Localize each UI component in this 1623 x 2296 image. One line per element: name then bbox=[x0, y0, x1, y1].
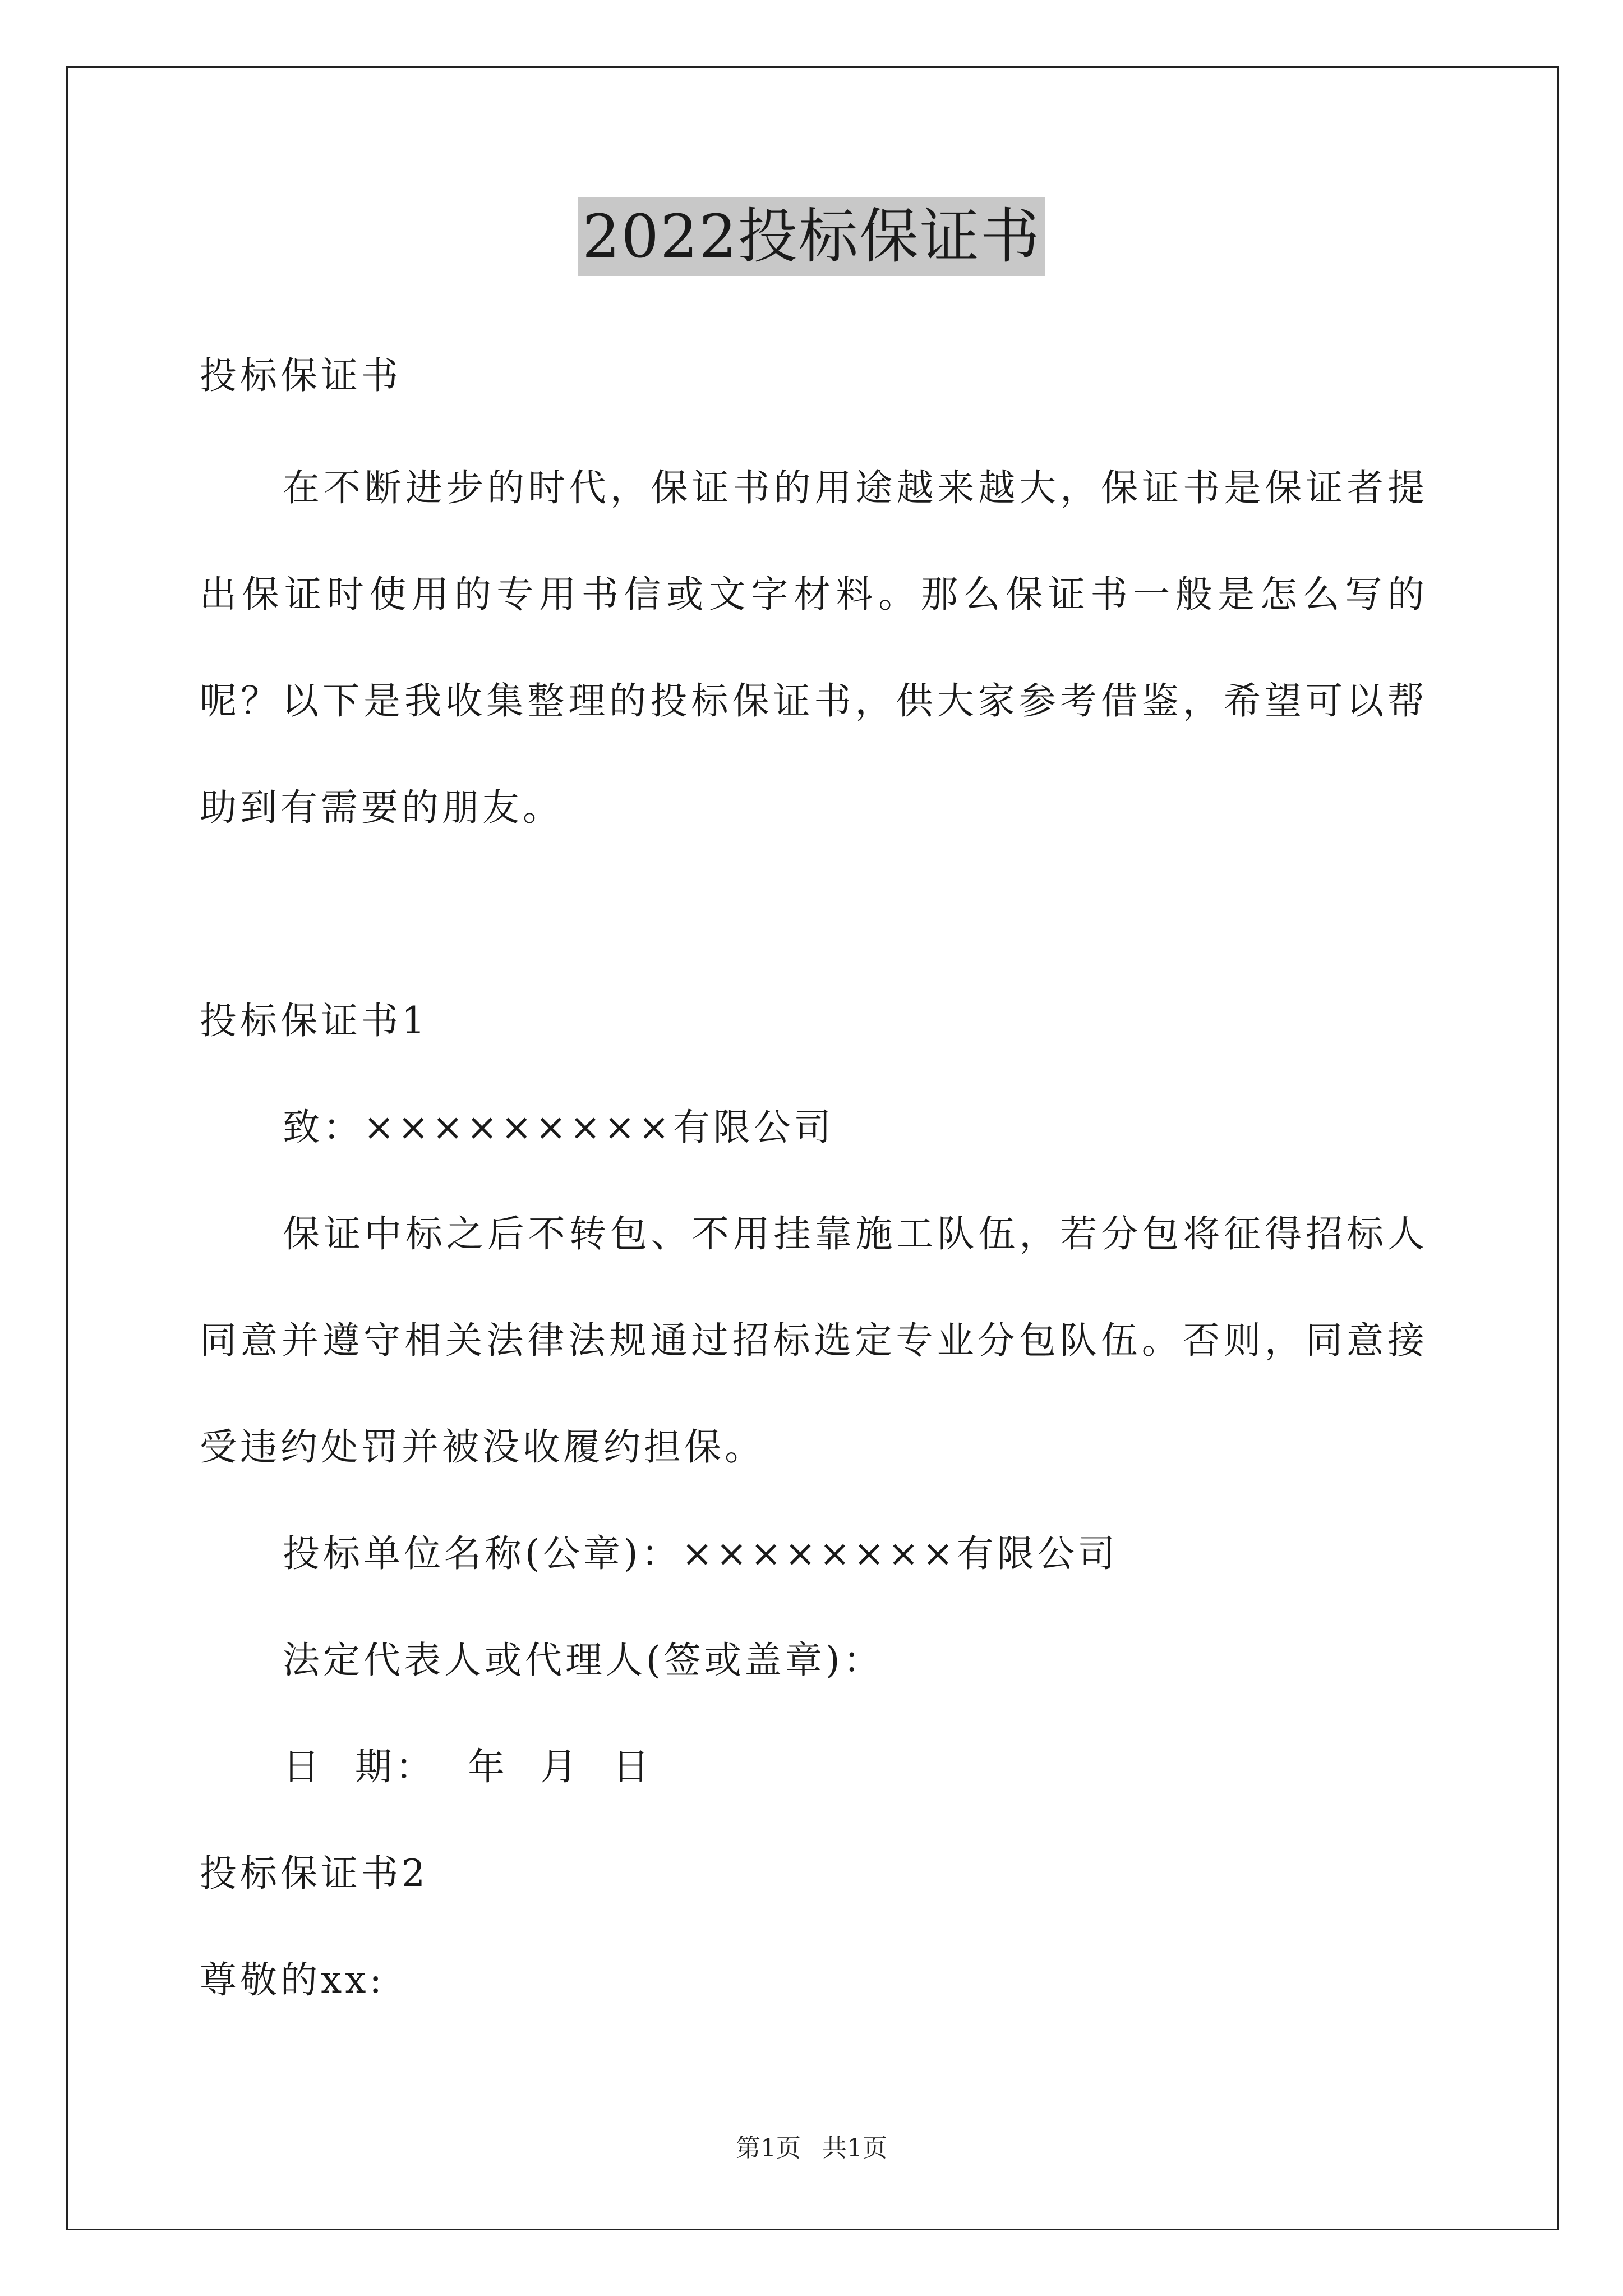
section1-body-line-2: 同意并遵守相关法律法规通过招标选定专业分包队伍。否则，同意接 bbox=[200, 1319, 1428, 1362]
page-number: 第1页 bbox=[736, 2134, 801, 2162]
section1-unit: 投标单位名称(公章)：××××××××有限公司 bbox=[283, 1532, 1118, 1575]
section2-heading: 投标保证书2 bbox=[200, 1852, 428, 1895]
intro-line-1: 在不断进步的时代，保证书的用途越来越大，保证书是保证者提 bbox=[283, 466, 1428, 509]
intro-line-3: 呢？以下是我收集整理的投标保证书，供大家参考借鉴，希望可以帮 bbox=[200, 679, 1428, 723]
section1-representative: 法定代表人或代理人(签或盖章)： bbox=[283, 1639, 884, 1682]
page-total: 共1页 bbox=[822, 2134, 887, 2162]
intro-line-4: 助到有需要的朋友。 bbox=[200, 786, 563, 829]
intro-line-2: 出保证时使用的专用书信或文字材料。那么保证书一般是怎么写的 bbox=[200, 573, 1428, 616]
section1-body-line-3: 受违约处罚并被没收履约担保。 bbox=[200, 1425, 765, 1469]
document-title: 2022投标保证书 bbox=[578, 197, 1045, 276]
section1-heading: 投标保证书1 bbox=[200, 999, 428, 1042]
section1-date: 日 期： 年 月 日 bbox=[283, 1745, 653, 1788]
section2-salutation: 尊敬的xx: bbox=[200, 1958, 385, 2001]
section1-body-line-1: 保证中标之后不转包、不用挂靠施工队伍，若分包将征得招标人 bbox=[283, 1212, 1428, 1255]
section1-recipient: 致：×××××××××有限公司 bbox=[283, 1106, 834, 1149]
title-block bbox=[0, 197, 1623, 276]
heading: 投标保证书 bbox=[200, 354, 402, 397]
page-footer bbox=[0, 2132, 1623, 2165]
